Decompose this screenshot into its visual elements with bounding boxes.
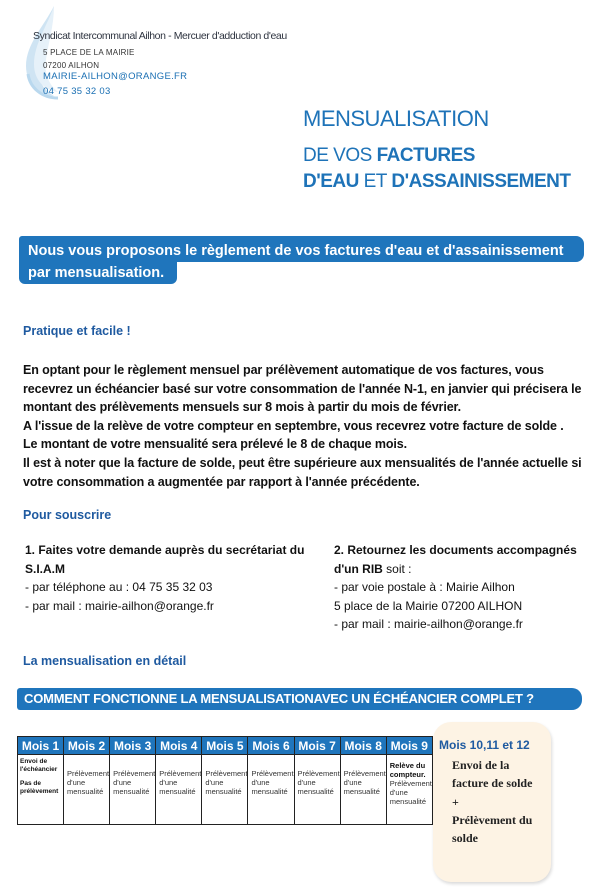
month-header: Mois 8: [340, 737, 386, 755]
practical-line-4: Il est à noter que la facture de solde, peut être supérieure aux mensualités de l'année actuelle si votre consommation a augmentée par rapport à l'année précédente.: [23, 455, 582, 489]
schedule-cell: [248, 755, 294, 825]
final-months-title: Mois 10,11 et 12: [439, 738, 530, 752]
subscribe-column-2: [334, 541, 584, 634]
practical-heading: Pratique et facile !: [23, 324, 131, 338]
schedule-cell: [340, 755, 386, 825]
final-months-text: [452, 756, 547, 847]
subscribe-col1-mail[interactable]: - par mail : mairie-ailhon@orange.fr: [25, 598, 214, 613]
title-line-1: MENSUALISATION: [303, 106, 489, 131]
address-line-1: 5 PLACE DE LA MAIRIE: [43, 48, 135, 57]
title-line-3-bold-a: D'EAU: [303, 171, 359, 192]
title-line-3-bold-b: D'ASSAINISSEMENT: [391, 171, 571, 192]
month-header: Mois 4: [156, 737, 202, 755]
schedule-cell: [202, 755, 248, 825]
monthly-debit-text: Prélèvement d'une mensualité: [67, 769, 110, 796]
final-months-invoice: Envoi de la facture de solde: [452, 758, 533, 791]
monthly-debit-text: Prélèvement d'une mensualité: [297, 769, 340, 796]
title-line-3-light: ET: [358, 171, 392, 192]
practical-paragraph: En optant pour le règlement mensuel par prélèvement automatique de vos factures, vous recevrez un échéancier basé sur votre consommation de l'année N-1, en janvier qui précisera le montant des prélèvements mensuels sur 8 mois à partir du mois de février.: [23, 363, 582, 415]
title-line-2-light: DE VOS: [303, 145, 377, 166]
meter-reading-text: Relève du compteur.: [389, 761, 426, 779]
monthly-debit-text: Prélèvement d'une mensualité: [343, 769, 386, 796]
schedule-header-row: [18, 737, 433, 755]
schedule-cell-month-9: [386, 755, 432, 825]
month-header: Mois 6: [248, 737, 294, 755]
monthly-debit-text: Prélèvement d'une mensualité: [159, 769, 202, 796]
month-header: Mois 7: [294, 737, 340, 755]
schedule-cell: [294, 755, 340, 825]
contact-email[interactable]: MAIRIE-AILHON@ORANGE.FR: [43, 71, 188, 82]
title-line-2-bold: FACTURES: [376, 145, 475, 166]
subscribe-col2-mail[interactable]: - par mail : mairie-ailhon@orange.fr: [334, 617, 523, 632]
practical-body: [23, 361, 588, 491]
subscribe-col2-post: - par voie postale à : Mairie Ailhon: [334, 580, 515, 595]
detail-heading: La mensualisation en détail: [23, 654, 187, 668]
final-months-plus: +: [452, 794, 459, 809]
monthly-debit-text: Prélèvement d'une mensualité: [251, 769, 294, 796]
month-header: Mois 5: [202, 737, 248, 755]
practical-line-2: A l'issue de la relève de votre compteur en septembre, vous recevrez votre facture de solde .: [23, 418, 564, 433]
month-header: Mois 2: [64, 737, 110, 755]
schedule-cell: [156, 755, 202, 825]
how-it-works-bar-text: COMMENT FONCTIONNE LA MENSUALISATIONAVEC UN ÉCHÉANCIER COMPLET ?: [24, 691, 534, 706]
subscribe-col2-title-suffix: soit :: [382, 561, 412, 576]
month-header: Mois 9: [386, 737, 432, 755]
practical-line-3: Le montant de votre mensualité sera prélevé le 8 de chaque mois.: [23, 437, 408, 452]
subscribe-col2-address: 5 place de la Mairie 07200 AILHON: [334, 598, 523, 613]
schedule-cell-month-1: [18, 755, 64, 825]
subscribe-col1-title: 1. Faites votre demande auprès du secrétariat du S.I.A.M: [25, 543, 305, 576]
monthly-debit-text: Prélèvement d'une mensualité: [113, 769, 156, 796]
month-header: Mois 1: [18, 737, 64, 755]
intro-banner-text: Nous vous proposons le règlement de vos factures d'eau et d'assainissement par mensualisation.: [28, 243, 564, 281]
address-line-2: 07200 AILHON: [43, 61, 100, 70]
contact-phone: 04 75 35 32 03: [43, 86, 111, 97]
monthly-debit-text: Prélèvement d'une mensualité: [205, 769, 248, 796]
final-months-balance-debit: Prélèvement du solde: [452, 812, 533, 846]
month-header: Mois 3: [110, 737, 156, 755]
subscribe-col2-title: 2. Retournez les documents accompagnés d'un RIB: [334, 543, 577, 576]
subscribe-column-1: [25, 541, 320, 615]
schedule-body-row: [18, 755, 433, 825]
schedule-cell: [64, 755, 110, 825]
organization-name: Syndicat Intercommunal Ailhon - Mercuer d'adduction d'eau: [33, 30, 287, 42]
title-line-3: [303, 172, 571, 191]
schedule-cell: [110, 755, 156, 825]
title-line-2: [303, 146, 475, 165]
subscribe-col1-phone: - par téléphone au : 04 75 35 32 03: [25, 580, 213, 595]
first-cell-sending: Envoi de l'échéancier: [20, 758, 58, 773]
subscribe-heading: Pour souscrire: [23, 508, 112, 522]
schedule-table: [17, 736, 433, 825]
monthly-debit-text: Prélèvement d'une mensualité: [389, 779, 432, 806]
first-cell-no-debit: Pas de prélèvement: [20, 780, 59, 795]
